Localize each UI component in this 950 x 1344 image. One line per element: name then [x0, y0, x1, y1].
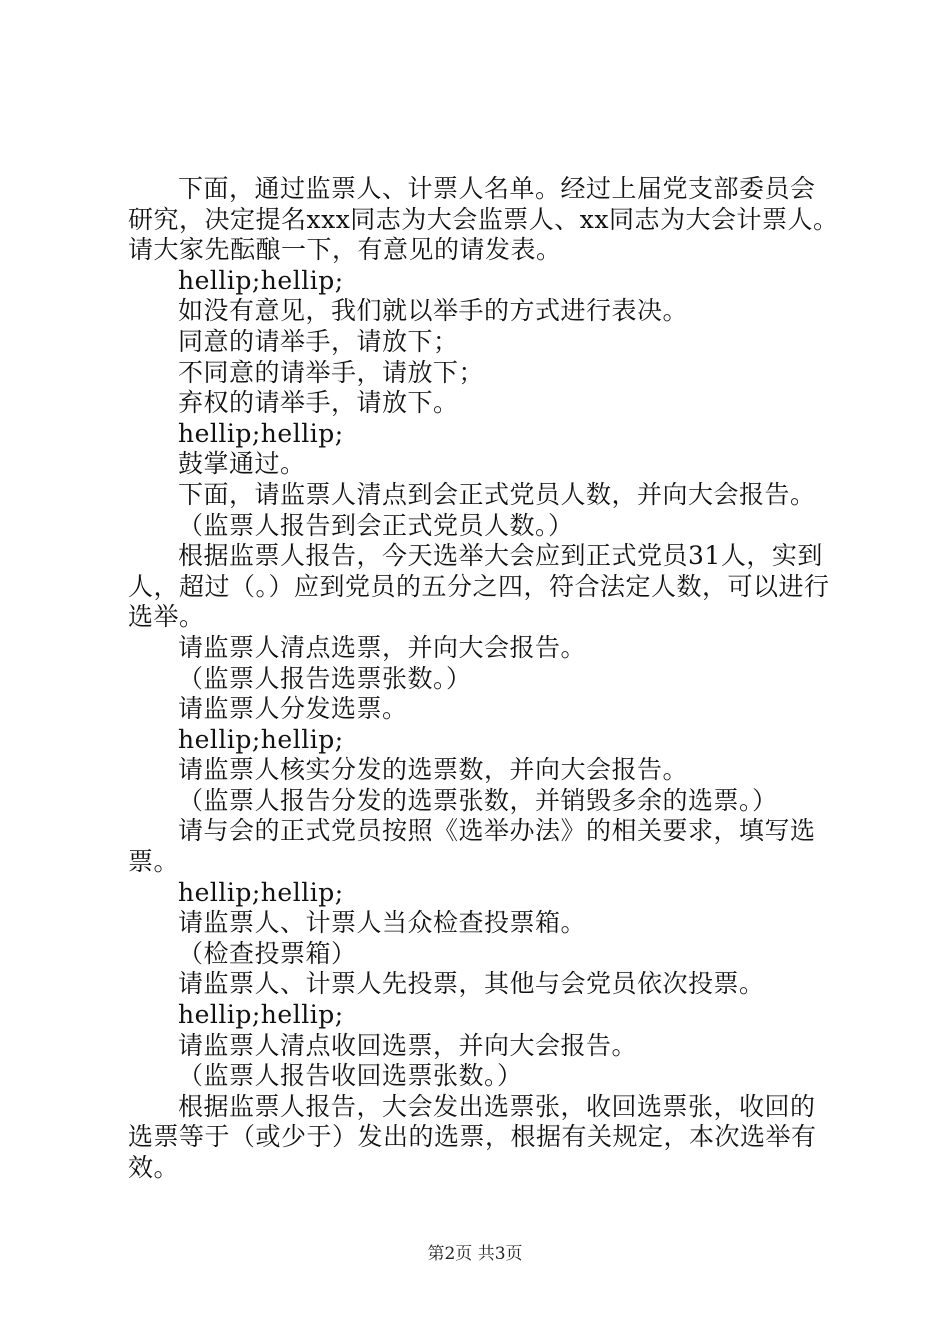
document-body	[128, 174, 840, 1184]
paragraph: 鼓掌通过。	[178, 449, 306, 479]
paragraph: hellip;hellip;	[178, 418, 344, 448]
paragraph: 下面，通过监票人、计票人名单。经过上届党支部委员会研究，决定提名xxx同志为大会监票人、xx同志为大会计票人。请大家先酝酿一下，有意见的请发表。	[128, 174, 839, 265]
paragraph: 下面，请监票人清点到会正式党员人数，并向大会报告。	[178, 479, 816, 509]
paragraph: 请监票人、计票人当众检查投票箱。	[178, 908, 587, 938]
page-number-footer: 第2页 共3页	[427, 1244, 523, 1264]
paragraph: 根据监票人报告，大会发出选票张，收回选票张，收回的选票等于（或少于）发出的选票，根据有关规定，本次选举有效。	[128, 1091, 817, 1182]
paragraph: 不同意的请举手，请放下；	[178, 357, 485, 387]
paragraph: 请监票人分发选票。	[178, 694, 408, 724]
paragraph: （检查投票箱）	[178, 938, 357, 968]
paragraph: 请监票人清点收回选票，并向大会报告。	[178, 1030, 638, 1060]
paragraph: 请与会的正式党员按照《选举办法》的相关要求，填写选票。	[128, 816, 816, 877]
paragraph: 弃权的请举手，请放下。	[178, 388, 459, 418]
paragraph: hellip;hellip;	[178, 1000, 344, 1030]
paragraph: （监票人报告到会正式党员人数。）	[178, 510, 574, 540]
paragraph: 同意的请举手，请放下；	[178, 326, 459, 356]
paragraph: hellip;hellip;	[178, 265, 344, 295]
paragraph: 请监票人清点选票，并向大会报告。	[178, 632, 587, 662]
paragraph: 请监票人核实分发的选票数，并向大会报告。	[178, 755, 689, 785]
paragraph: （监票人报告选票张数。）	[178, 663, 472, 693]
paragraph: hellip;hellip;	[178, 724, 344, 754]
paragraph: hellip;hellip;	[178, 877, 344, 907]
paragraph: 根据监票人报告，今天选举大会应到正式党员31人，实到人，超过（。）应到党员的五分之四，符合法定人数，可以进行选举。	[128, 541, 830, 632]
paragraph: （监票人报告分发的选票张数，并销毁多余的选票。）	[178, 785, 778, 815]
paragraph: 如没有意见，我们就以举手的方式进行表决。	[178, 296, 689, 326]
paragraph: （监票人报告收回选票张数。）	[178, 1061, 523, 1091]
paragraph: 请监票人、计票人先投票，其他与会党员依次投票。	[178, 969, 765, 999]
